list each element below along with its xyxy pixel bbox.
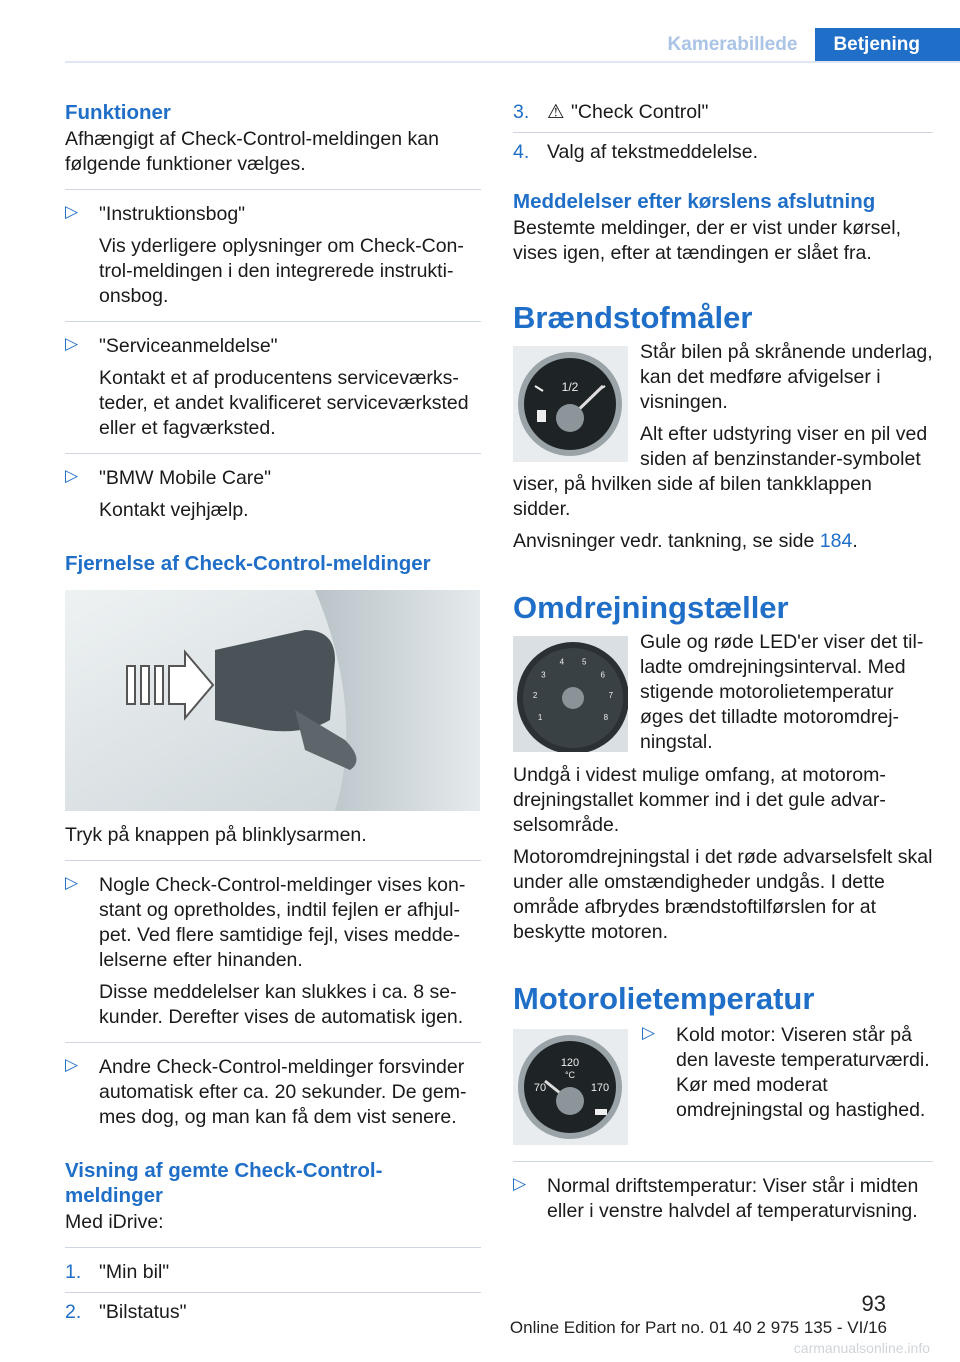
fuel-gauge-label: 1/2 <box>561 380 579 394</box>
oil-heading: Motorolietemperatur <box>513 981 815 1016</box>
bullet-triangle-icon: ▷ <box>65 202 79 221</box>
edition-footer: Online Edition for Part no. 01 40 2 975 135 - VI/16 <box>509 1318 887 1337</box>
fuel-section <box>513 340 933 522</box>
divider <box>65 1292 481 1293</box>
oil-bullet-text: Kold motor: Viseren står på den laveste temperaturværdi. Kør med moderat omdrejningstal og hastighed. <box>676 1024 930 1121</box>
rpm-tick-label: 4 <box>559 657 565 667</box>
rpm-heading: Omdrejningstæller <box>513 590 789 625</box>
bullet-triangle-icon: ▷ <box>513 1174 527 1193</box>
rpm-tick-label: 8 <box>603 713 609 722</box>
fuel-p3 <box>513 529 933 554</box>
list-item <box>513 1174 933 1224</box>
step-text: "Bilstatus" <box>99 1301 187 1323</box>
oil-section <box>513 1023 933 1149</box>
divider <box>65 189 481 190</box>
meddelelser-heading: Meddelelser efter kørslens afslutning <box>513 190 876 213</box>
page-link-184[interactable]: 184 <box>819 530 853 552</box>
list-item <box>513 140 933 165</box>
list-item <box>513 100 933 125</box>
rpm-tick-label: 7 <box>608 691 614 701</box>
function-desc: Kontakt et af producentens serviceværksteder, et andet kvalificeret serviceværksted eller et fagværksted. <box>99 367 469 439</box>
page-number: 93 <box>861 1291 886 1316</box>
bullet-extra: Disse meddelelser kan slukkes i ca. 8 sekunder. Derefter vises de automatisk igen. <box>99 981 464 1028</box>
step-text: "Min bil" <box>99 1261 170 1283</box>
list-item <box>65 873 481 1030</box>
divider <box>65 321 481 322</box>
step-number: 2. <box>65 1301 82 1323</box>
turn-signal-lever-image <box>65 590 480 811</box>
fuel-gauge-icon <box>513 346 628 462</box>
list-item <box>65 334 481 441</box>
divider <box>513 132 933 133</box>
bullet-triangle-icon: ▷ <box>65 466 79 485</box>
divider <box>65 860 481 861</box>
tachometer-icon <box>513 636 628 752</box>
fjernelse-caption: Tryk på knappen på blinklysarmen. <box>65 824 367 846</box>
step-number: 1. <box>65 1261 82 1283</box>
bullet-triangle-icon: ▷ <box>642 1023 656 1042</box>
step-number: 3. <box>513 101 530 123</box>
function-title: "BMW Mobile Care" <box>99 467 272 489</box>
meddelelser-text: Bestemte meldinger, der er vist under kørsel, vises igen, efter at tændingen er slået fra. <box>513 217 901 264</box>
step-text: Valg af tekstmeddelelse. <box>547 141 759 163</box>
oil-temp-gauge-icon <box>513 1029 628 1145</box>
oil-label-170: 170 <box>590 1082 610 1094</box>
lever-illustration <box>65 590 480 811</box>
bullet-triangle-icon: ▷ <box>65 1055 79 1074</box>
fuel-p3-text: Anvisninger vedr. tankning, se side <box>513 530 820 552</box>
step-number: 4. <box>513 141 530 163</box>
rpm-tick-label: 5 <box>581 657 587 667</box>
visning-intro: Med iDrive: <box>65 1211 164 1233</box>
header-tabs <box>650 28 960 62</box>
list-item <box>65 1260 481 1285</box>
divider <box>65 1042 481 1043</box>
rpm-p3: Motoromdrejningstal i det røde advarselsfelt skal under alle omstændigheder undgås. I dette område afbrydes brændstoftilførslen for at beskytte motoren. <box>513 846 933 943</box>
rpm-tick-label: 1 <box>537 713 543 722</box>
bullet-triangle-icon: ▷ <box>65 873 79 892</box>
rpm-section <box>513 630 933 756</box>
left-column <box>65 100 481 1325</box>
oil-label-70: 70 <box>533 1082 547 1094</box>
funktioner-heading: Funktioner <box>65 101 171 124</box>
fuel-p3-end: . <box>852 530 858 552</box>
fuel-heading: Brændstofmåler <box>513 300 753 335</box>
funktioner-intro: Afhængigt af Check-Control-meldingen kan følgende funktioner vælges. <box>65 128 439 175</box>
divider <box>65 453 481 454</box>
oil-gauge-image <box>513 1029 628 1145</box>
fuel-p2: Alt efter udstyring viser en pil ved siden af benzinstander-symbolet viser, på hvilken side af bilen tankklappen sidder. <box>513 423 928 520</box>
bullet-text: Andre Check-Control-meldinger forsvinder automatisk efter ca. 20 sekunder. De gemmes dog, og man kan få dem vist senere. <box>99 1056 467 1128</box>
fjernelse-heading: Fjernelse af Check-Control-meldinger <box>65 552 431 575</box>
tab-kamerabillede[interactable]: Kamerabillede <box>650 28 816 62</box>
divider <box>513 1161 933 1162</box>
warning-triangle-icon: ⚠ <box>547 101 565 123</box>
function-desc: Kontakt vejhjælp. <box>99 499 249 521</box>
fuel-p1: Står bilen på skrånende underlag, kan det medføre afvigelser i visningen. <box>640 341 933 413</box>
oil-label-120: 120 <box>560 1057 580 1069</box>
rpm-p2: Undgå i videst mulige omfang, at motoromdrejningstallet kommer ind i det gule advarselsområde. <box>513 764 886 836</box>
bullet-text: Nogle Check-Control-meldinger vises konstant og opretholdes, indtil fejlen er afhjulpet. Ved flere samtidige fejl, vises meddelelserne efter hinanden. <box>99 874 466 971</box>
tachometer-image <box>513 636 628 752</box>
rpm-tick-label: 6 <box>600 670 605 680</box>
header-rule <box>65 61 960 63</box>
rpm-tick-label: 2 <box>532 691 538 701</box>
divider <box>65 1247 481 1248</box>
bullet-triangle-icon: ▷ <box>65 334 79 353</box>
list-item <box>65 466 481 523</box>
fuel-gauge-image <box>513 346 628 462</box>
function-title: "Instruktionsbog" <box>99 203 246 225</box>
right-column <box>513 100 933 1224</box>
list-item <box>642 1023 933 1123</box>
oil-bullet-text: Normal driftstemperatur: Viser står i midten eller i venstre halvdel af temperaturvisning. <box>547 1175 919 1222</box>
rpm-tick-label: 3 <box>541 670 546 680</box>
function-desc: Vis yderligere oplysninger om Check-Control-meldingen i den integrerede instruktionsbog. <box>99 235 464 307</box>
oil-label-unit: °C <box>564 1070 576 1080</box>
watermark: carmanualsonline.info <box>793 1340 930 1356</box>
visning-heading: Visning af gemte Check-Control-meldinger <box>65 1159 383 1207</box>
function-title: "Serviceanmeldelse" <box>99 335 278 357</box>
rpm-p1: Gule og røde LED'er viser det tilladte omdrejningsinterval. Med stigende motorolietemperatur øges det tilladte motoromdrejningstal. <box>640 631 924 753</box>
tab-betjening[interactable]: Betjening <box>815 28 960 62</box>
list-item <box>65 202 481 309</box>
step-text: "Check Control" <box>571 101 709 123</box>
list-item <box>65 1055 481 1130</box>
